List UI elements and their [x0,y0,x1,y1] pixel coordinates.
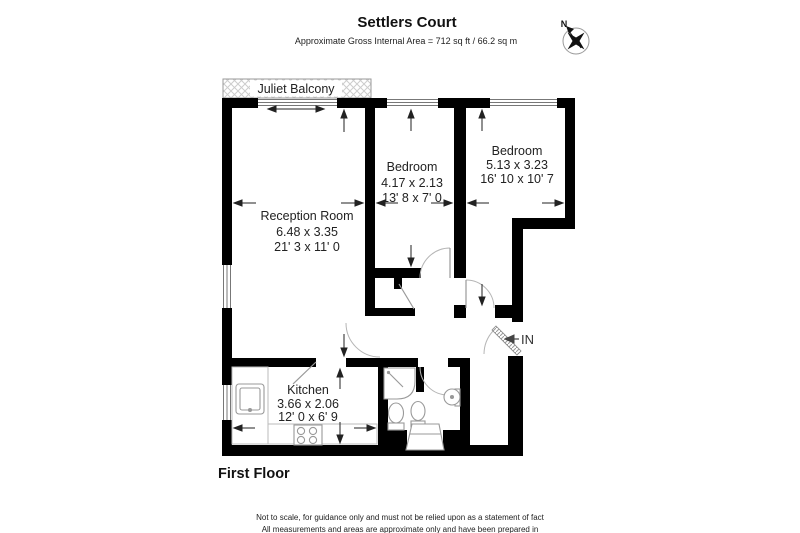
sliding-door-arrows [268,106,324,112]
room-label-kitchen [277,384,339,425]
area-subtitle: Approximate Gross Internal Area = 712 sq ft / 66.2 sq m [294,36,518,46]
room-name: Reception Room [260,209,354,223]
room-metric: 5.13 x 3.23 [486,158,548,172]
room-imperial: 21' 3 x 11' 0 [274,240,340,254]
bathroom-door-arc [420,367,448,395]
hall-door-arc [346,323,380,357]
window-bedroom1 [387,100,438,106]
room-name: Bedroom [386,160,438,174]
room-label-reception [260,209,353,256]
room-label-bedroom2 [480,144,554,186]
bedroom2-door-arc [466,280,494,308]
wash-basin [444,389,460,406]
window-bedroom2 [490,100,557,106]
kitchen-sink [236,384,264,414]
room-metric: 6.48 x 3.35 [276,224,338,239]
room-imperial: 13' 8 x 7' 0 [382,191,442,205]
room-label-bedroom1 [381,160,443,207]
compass-icon [561,19,589,54]
bathtub [406,424,444,450]
page-title: Settlers Court [357,14,457,31]
floor-label: First Floor [218,466,290,482]
room-imperial: 16' 10 x 10' 7 [480,172,554,186]
room-metric: 3.66 x 2.06 [277,396,339,411]
bidet [411,402,425,428]
hob [294,425,322,445]
window-kitchen [224,385,231,420]
bedroom1-door-arc [420,248,450,278]
window-reception [224,265,231,308]
disclaimer-line1: Not to scale, for guidance only and must not be relied upon as a statement of fact [256,513,544,522]
room-imperial: 12' 0 x 6' 9 [278,410,338,424]
balcony-label: Juliet Balcony [257,82,335,96]
disclaimer-line2: All measurements and areas are approximate only and have been prepared in [261,525,539,533]
entry-door-arc [484,331,493,354]
shower-head [387,371,390,374]
closet-door-leaf [399,284,414,309]
room-metric: 4.17 x 2.13 [381,175,443,190]
compass-north-label: N [560,19,568,29]
entry-door [492,326,521,355]
toilet [388,403,404,430]
room-name: Bedroom [491,144,543,158]
entrance-label: IN [521,332,534,347]
room-name: Kitchen [287,383,329,397]
sliding-door-balcony [258,100,337,106]
